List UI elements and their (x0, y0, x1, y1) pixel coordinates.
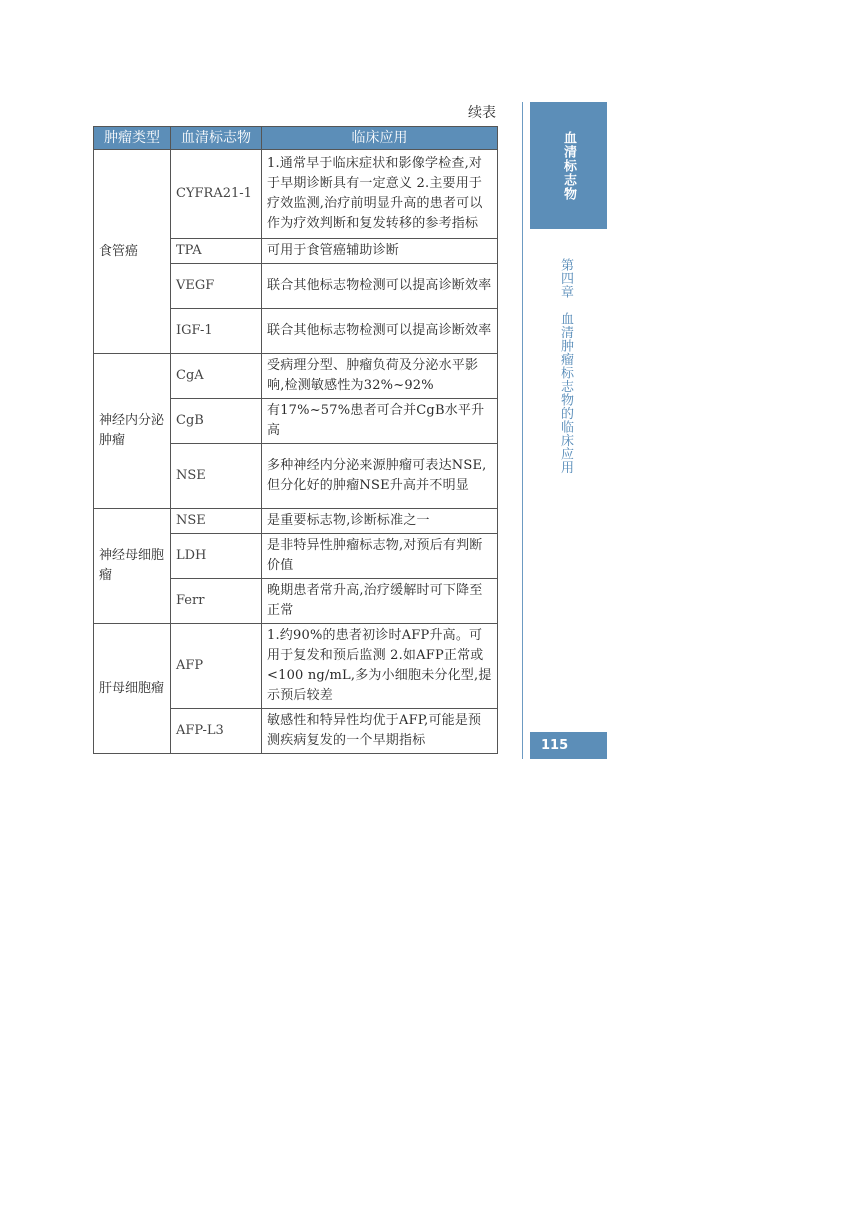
application-cell: 1.约90%的患者初诊时AFP升高。可用于复发和预后监测 2.如AFP正常或<100 ng/mL,多为小细胞未分化型,提示预后较差 (262, 624, 498, 709)
table-header-row (94, 127, 498, 150)
marker-cell: Ferr (171, 579, 262, 624)
tumor-type-cell: 神经母细胞瘤 (94, 509, 171, 624)
column-header-tumor-type: 肿瘤类型 (94, 127, 171, 150)
tumor-type-cell: 神经内分泌肿瘤 (94, 354, 171, 509)
column-header-serum-marker: 血清标志物 (171, 127, 262, 150)
tumor-type-cell: 肝母细胞瘤 (94, 624, 171, 754)
marker-cell: CgB (171, 399, 262, 444)
application-cell: 联合其他标志物检测可以提高诊断效率 (262, 309, 498, 354)
application-cell: 可用于食管癌辅助诊断 (262, 239, 498, 264)
continued-label: 续表 (468, 105, 496, 121)
application-cell: 晚期患者常升高,治疗缓解时可下降至正常 (262, 579, 498, 624)
application-cell: 有17%~57%患者可合并CgB水平升高 (262, 399, 498, 444)
section-tab (530, 102, 607, 229)
table-row (94, 150, 498, 239)
section-tab-label: 血清标志物 (561, 130, 576, 201)
application-cell: 1.通常早于临床症状和影像学检查,对于早期诊断具有一定意义 2.主要用于疗效监测,治疗前明显升高的患者可以作为疗效判断和复发转移的参考指标 (262, 150, 498, 239)
application-cell: 敏感性和特异性均优于AFP,可能是预测疾病复发的一个早期指标 (262, 709, 498, 754)
application-cell: 联合其他标志物检测可以提高诊断效率 (262, 264, 498, 309)
sidebar-divider (522, 102, 523, 759)
application-cell: 受病理分型、肿瘤负荷及分泌水平影响,检测敏感性为32%~92% (262, 354, 498, 399)
tumor-marker-table (93, 126, 498, 754)
marker-cell: IGF-1 (171, 309, 262, 354)
marker-cell: LDH (171, 534, 262, 579)
table-row (94, 509, 498, 534)
marker-cell: CYFRA21-1 (171, 150, 262, 239)
marker-cell: VEGF (171, 264, 262, 309)
marker-cell: NSE (171, 444, 262, 509)
marker-cell: AFP-L3 (171, 709, 262, 754)
marker-cell: NSE (171, 509, 262, 534)
table-row (94, 354, 498, 399)
marker-cell: AFP (171, 624, 262, 709)
application-cell: 是重要标志物,诊断标准之一 (262, 509, 498, 534)
page-number: 115 (530, 732, 607, 759)
chapter-title: 第四章 血清肿瘤标志物的临床应用 (558, 258, 573, 474)
application-cell: 是非特异性肿瘤标志物,对预后有判断价值 (262, 534, 498, 579)
marker-cell: CgA (171, 354, 262, 399)
table-row (94, 624, 498, 709)
application-cell: 多种神经内分泌来源肿瘤可表达NSE,但分化好的肿瘤NSE升高并不明显 (262, 444, 498, 509)
marker-cell: TPA (171, 239, 262, 264)
column-header-clinical-application: 临床应用 (262, 127, 498, 150)
tumor-type-cell: 食管癌 (94, 150, 171, 354)
